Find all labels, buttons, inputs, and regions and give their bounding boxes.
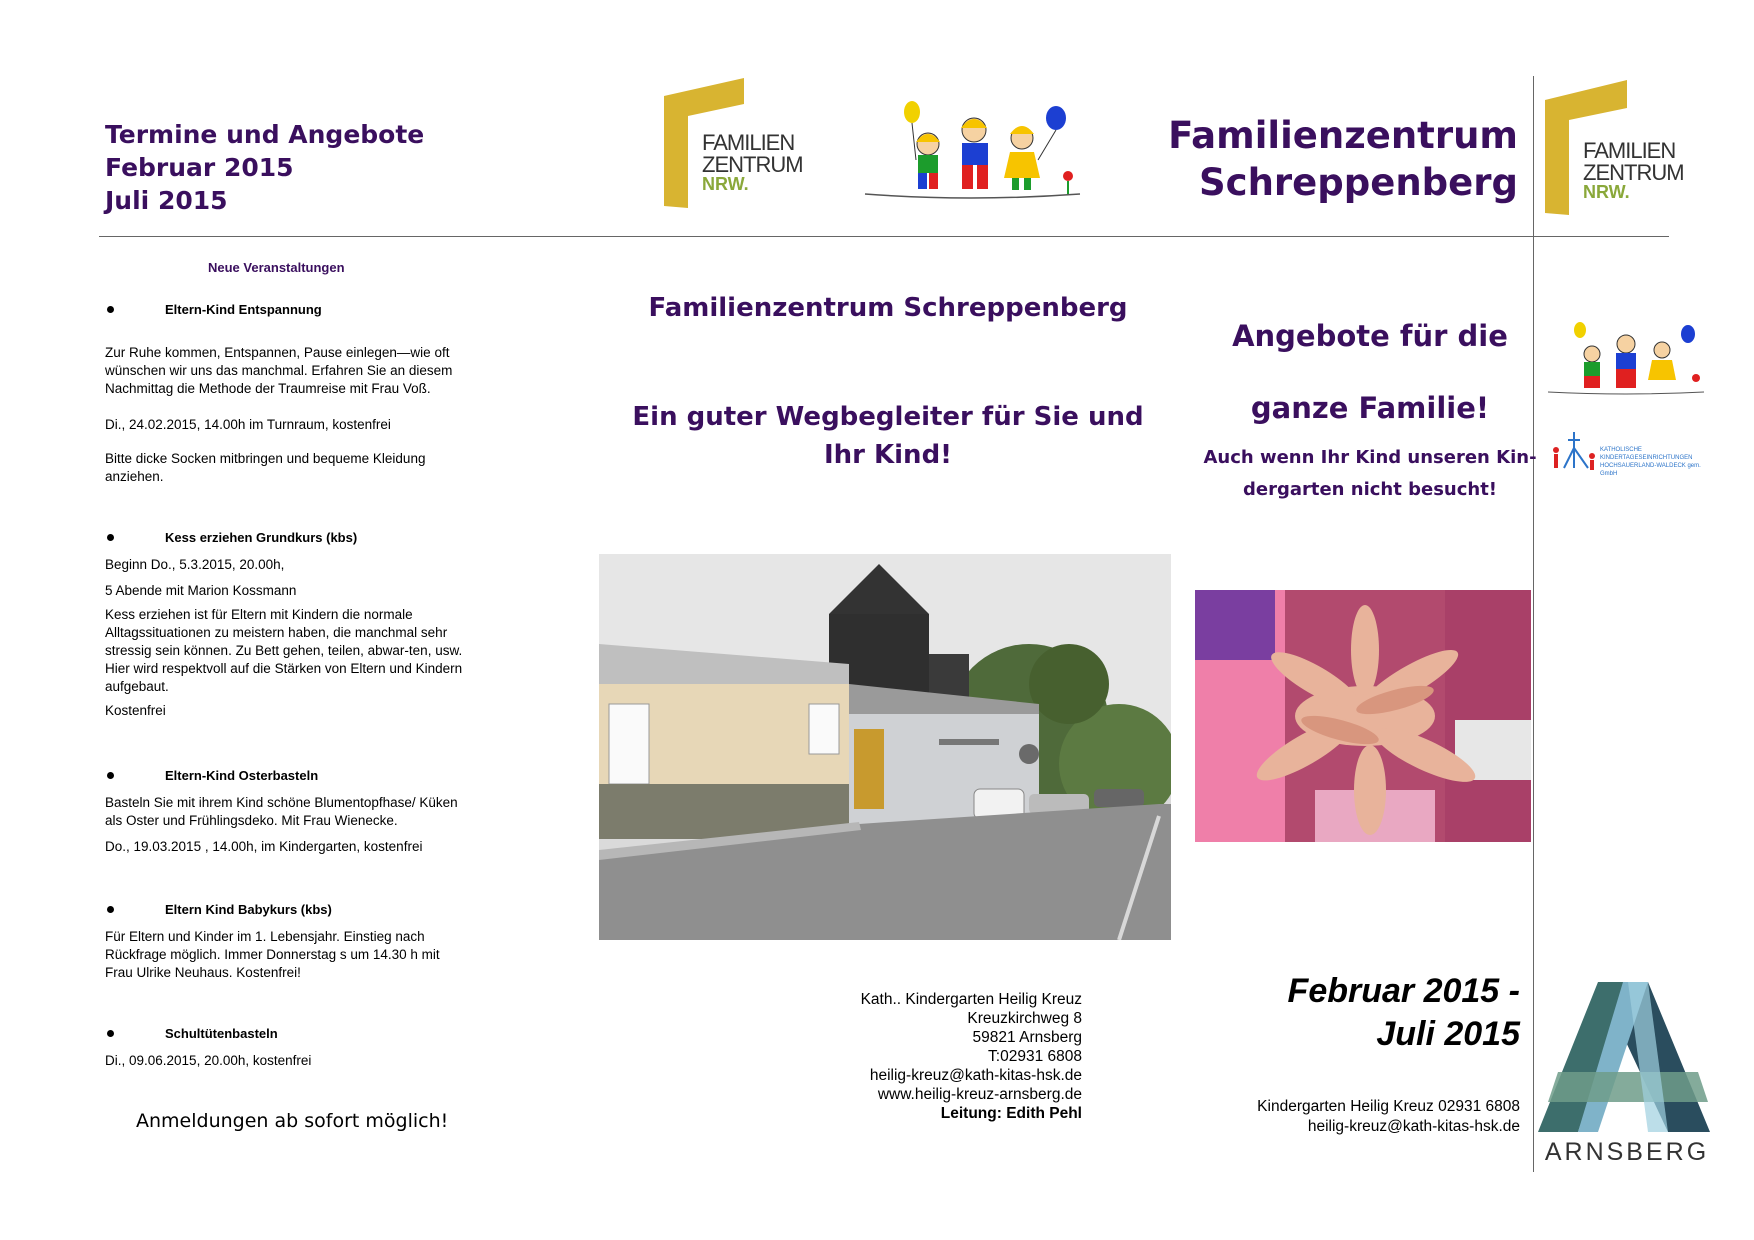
church-family-icon (1548, 428, 1596, 484)
top-divider (99, 236, 1669, 237)
event-heading: Schultütenbasteln (165, 1026, 278, 1041)
address-leader: Leitung: Edith Pehl (940, 1105, 1082, 1122)
offer-line-1: Angebote für die (1232, 319, 1508, 353)
logo-text-familien: FAMILIEN (1583, 138, 1676, 163)
contact-line-1: Kindergarten Heilig Kreuz 02931 6808 (1257, 1098, 1520, 1115)
address-email: heilig-kreuz@kath-kitas-hsk.de (869, 1067, 1082, 1084)
registration-note: Anmeldungen ab sofort möglich! (136, 1110, 449, 1132)
event-4 (105, 902, 465, 982)
right-contact (1180, 1097, 1520, 1137)
event-date: Beginn Do., 5.3.2015, 20.00h, (105, 557, 285, 572)
event-heading: Kess erziehen Grundkurs (kbs) (165, 530, 358, 545)
address-line-2: Kreuzkirchweg 8 (967, 1010, 1082, 1027)
event-heading: Eltern-Kind Osterbasteln (165, 768, 319, 783)
address-phone: T:02931 6808 (988, 1048, 1082, 1065)
subtext-line-1: Auch wenn Ihr Kind unseren Kin- (1203, 447, 1537, 468)
date-line-1: Februar 2015 - (1287, 972, 1520, 1010)
kita-logo-line-3: HOCHSAUERLAND-WALDECK gem. GmbH (1600, 463, 1701, 477)
bullet-icon (107, 772, 114, 779)
familienzentrum-nrw-logo (662, 78, 812, 208)
address-block (780, 990, 1082, 1123)
logo-text-nrw: NRW. (702, 174, 749, 194)
logo-text-zentrum: ZENTRUM (1583, 160, 1684, 185)
address-line-1: Kath.. Kindergarten Heilig Kreuz (860, 991, 1082, 1008)
vertical-divider (1533, 76, 1534, 1172)
bullet-icon (107, 306, 114, 313)
left-title-line-1: Termine und Angebote (105, 120, 425, 149)
section-title: Neue Veranstaltungen (208, 260, 345, 275)
offer-subtext (1200, 442, 1540, 506)
event-text: Für Eltern und Kinder im 1. Lebensjahr. Einstieg nach Rückfrage möglich. Immer Donnerstag s um 14.30 h mit Frau Ulrike Neuhaus. Kostenfrei! (105, 929, 440, 980)
logo-text-zentrum: ZENTRUM (702, 152, 803, 177)
familienzentrum-nrw-logo-small (1545, 80, 1695, 215)
event-2 (105, 530, 465, 720)
event-date: Do., 19.03.2015 , 14.00h, im Kindergarten, kostenfrei (105, 839, 423, 854)
bullet-icon (107, 906, 114, 913)
right-title-line-1: Familienzentrum (1168, 114, 1518, 157)
event-text: Basteln Sie mit ihrem Kind schöne Blumentopfhase/ Küken als Oster und Frühlingsdeko. Mit Frau Wienecke. (105, 795, 458, 828)
event-1 (105, 302, 465, 486)
logo-text-familien: FAMILIEN (702, 130, 795, 155)
kita-logo (1548, 428, 1708, 484)
right-title-line-2: Schreppenberg (1199, 161, 1518, 204)
event-5 (105, 1026, 465, 1070)
offer-text (1200, 300, 1540, 444)
kita-logo-line-1: KATHOLISCHE (1600, 447, 1642, 453)
arnsberg-a-icon (1538, 982, 1718, 1132)
bullet-icon (107, 1030, 114, 1037)
address-line-3: 59821 Arnsberg (972, 1029, 1082, 1046)
event-note: Kostenfrei (105, 703, 166, 718)
right-date-range (1180, 970, 1520, 1056)
kita-logo-line-2: KINDERTAGESEINRICHTUNGEN (1600, 455, 1693, 461)
contact-email: heilig-kreuz@kath-kitas-hsk.de (1307, 1118, 1520, 1135)
date-line-2: Juli 2015 (1376, 1015, 1520, 1053)
event-text: Zur Ruhe kommen, Entspannen, Pause einlegen—wie oft wünschen wir uns das manchmal. Erfahren Sie an diesem Nachmittag die Methode der Traumreise mit Frau Voß. (105, 345, 453, 396)
hands-photo (1195, 590, 1531, 842)
event-text: Kess erziehen ist für Eltern mit Kindern die normale Alltagssituationen zu meistern haben, die manchmal sehr stressig sein können. Zu Bett gehen, teilen, abwar-ten, usw. Hier wird respektvoll auf die Stärken von Eltern und Kindern aufgebaut. (105, 607, 463, 694)
left-title-line-3: Juli 2015 (105, 186, 228, 215)
middle-heading: Familienzentrum Schreppenberg (648, 293, 1128, 323)
address-website: www.heilig-kreuz-arnsberg.de (877, 1086, 1082, 1103)
arnsberg-logo-text: ARNSBERG (1544, 1138, 1710, 1166)
event-heading: Eltern-Kind Entspannung (165, 302, 322, 317)
event-date: Di., 09.06.2015, 20.00h, kostenfrei (105, 1053, 312, 1068)
event-text: 5 Abende mit Marion Kossmann (105, 583, 297, 598)
building-photo (599, 554, 1171, 940)
event-heading: Eltern Kind Babykurs (kbs) (165, 902, 332, 917)
tagline-line-2: Ihr Kind! (823, 440, 953, 470)
arnsberg-logo (1538, 982, 1718, 1172)
left-title (105, 118, 424, 217)
subtext-line-2: dergarten nicht besucht! (1242, 479, 1498, 500)
bullet-icon (107, 534, 114, 541)
event-note: Bitte dicke Socken mitbringen und bequeme Kleidung anziehen. (105, 451, 426, 484)
children-drawing-icon (860, 98, 1086, 202)
event-3 (105, 768, 465, 856)
right-title (1150, 112, 1518, 206)
event-date: Di., 24.02.2015, 14.00h im Turnraum, kostenfrei (105, 417, 391, 432)
middle-tagline (593, 398, 1183, 474)
children-drawing-small-icon (1546, 320, 1706, 396)
logo-text-nrw: NRW. (1583, 182, 1630, 202)
tagline-line-1: Ein guter Wegbegleiter für Sie und (632, 402, 1144, 432)
offer-line-2: ganze Familie! (1250, 391, 1490, 425)
left-title-line-2: Februar 2015 (105, 153, 294, 182)
